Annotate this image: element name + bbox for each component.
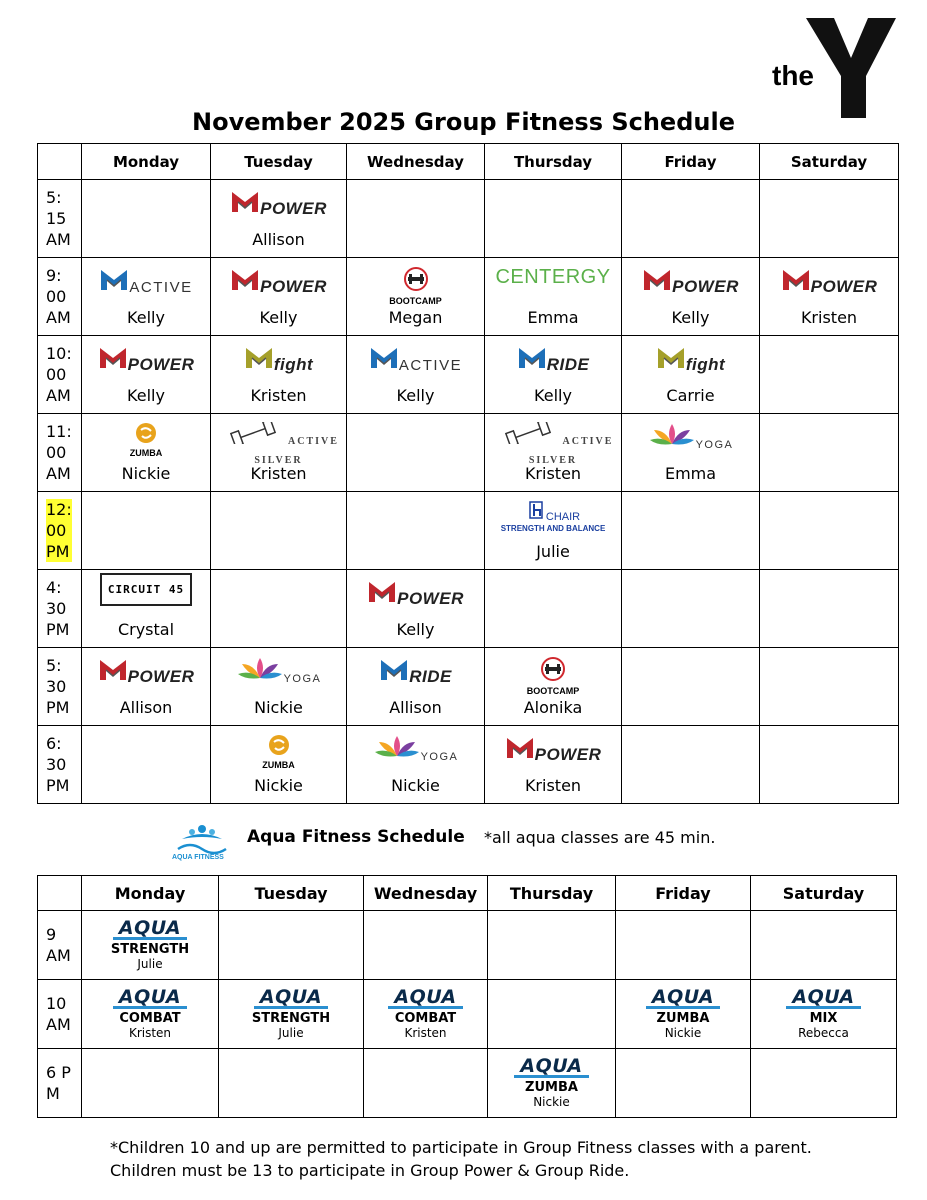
aqua-class-name: STRENGTH: [251, 1011, 331, 1026]
class-cell: [485, 648, 622, 726]
time-cell: [38, 911, 82, 980]
instructor-name: Kelly: [396, 386, 435, 405]
page-title: November 2025 Group Fitness Schedule: [192, 108, 735, 136]
footnote: *Children 10 and up are permitted to participate in Group Fitness classes with a parent. Children must be 13 to participate in Group Power & Group Ride.: [110, 1138, 812, 1180]
power-logo: [82, 656, 210, 698]
dumbbell-circle-icon: [402, 277, 430, 296]
dumbbell-circle-icon: [539, 667, 567, 686]
time-cell: [38, 414, 82, 492]
aqua-day-header-tuesday: Tuesday: [219, 876, 364, 911]
silver-logo: [485, 422, 621, 464]
day-header-friday: Friday: [622, 144, 760, 180]
class-cell: [347, 726, 485, 804]
power-logo: [82, 344, 210, 386]
class-logo-text: YOGA: [420, 751, 459, 763]
empty-cell: [82, 180, 211, 258]
schedule-row: [38, 336, 899, 414]
instructor-name: Kristen: [250, 464, 307, 483]
empty-cell: [488, 911, 616, 980]
time-label: 6 PM: [46, 1063, 71, 1103]
active-logo: [82, 266, 210, 308]
power-mark-icon: [505, 745, 535, 764]
schedule-row: [38, 570, 899, 648]
power-logo: [211, 188, 346, 230]
class-logo-text: CENTERGY: [495, 266, 611, 288]
empty-cell: [622, 726, 760, 804]
empty-cell: [347, 414, 485, 492]
instructor-name: Kristen: [404, 1026, 447, 1040]
dumbbell-outline-icon: [493, 429, 563, 448]
empty-cell: [760, 648, 899, 726]
time-label: 12: 00 PM: [46, 500, 72, 561]
instructor-name: Emma: [664, 464, 717, 483]
aqua-logo-word: AQUA: [113, 919, 187, 940]
class-cell: [347, 336, 485, 414]
day-header-monday: Monday: [82, 144, 211, 180]
class-logo-text: POWER: [127, 355, 195, 374]
class-logo-text: ZUMBA: [262, 760, 295, 770]
time-cell: [38, 1049, 82, 1118]
bootcamp-logo: [485, 656, 621, 698]
aqua-logo-word: AQUA: [254, 988, 328, 1009]
active-mark-icon: [99, 277, 129, 296]
ride-mark-icon: [379, 667, 409, 686]
lotus-icon: [648, 433, 696, 452]
empty-cell: [760, 180, 899, 258]
aqua-class-cell: [82, 980, 219, 1049]
instructor-name: Kristen: [524, 464, 582, 483]
class-cell: [211, 258, 347, 336]
ymca-logo: [772, 18, 897, 120]
empty-cell: [211, 492, 347, 570]
empty-cell: [488, 980, 616, 1049]
empty-cell: [616, 911, 751, 980]
instructor-name: Megan: [388, 308, 443, 327]
empty-cell: [760, 414, 899, 492]
instructor-name: Nickie: [533, 1095, 570, 1109]
chair-logo: [485, 500, 621, 542]
instructor-name: Crystal: [117, 620, 175, 639]
aqua-class-cell: [751, 980, 897, 1049]
empty-cell: [760, 492, 899, 570]
time-cell: [38, 980, 82, 1049]
ride-logo: [485, 344, 621, 386]
aqua-day-header-monday: Monday: [82, 876, 219, 911]
yoga-logo: [347, 734, 484, 776]
power-mark-icon: [367, 589, 397, 608]
zumba-logo: [82, 422, 210, 464]
time-cell: [38, 492, 82, 570]
empty-cell: [82, 492, 211, 570]
class-cell: [211, 726, 347, 804]
aqua-class-name: MIX: [809, 1011, 838, 1026]
time-cell: [38, 648, 82, 726]
aqua-class-name: ZUMBA: [525, 1080, 578, 1095]
instructor-name: Rebecca: [798, 1026, 849, 1040]
empty-cell: [82, 726, 211, 804]
fight-mark-icon: [244, 355, 274, 374]
power-mark-icon: [230, 199, 260, 218]
class-logo-text: ACTIVE: [129, 279, 193, 296]
class-logo-text: ZUMBA: [129, 448, 163, 458]
ride-logo: [347, 656, 484, 698]
instructor-name: Kelly: [396, 620, 435, 639]
time-label: 9: 00 AM: [46, 266, 71, 327]
instructor-name: Kelly: [127, 386, 165, 405]
empty-cell: [760, 726, 899, 804]
group-fitness-table: [37, 143, 899, 804]
circuit-logo: [82, 578, 210, 620]
aqua-class-cell: [82, 911, 219, 980]
aqua-heading: Aqua Fitness Schedule: [247, 827, 465, 847]
class-logo-text: BOOTCAMP: [526, 686, 580, 696]
empty-cell: [219, 911, 364, 980]
instructor-name: Julie: [137, 957, 163, 971]
instructor-name: Kelly: [127, 308, 165, 327]
instructor-name: Nickie: [121, 464, 171, 483]
aqua-logo-text: AQUA FITNESS: [172, 854, 224, 861]
instructor-name: Julie: [278, 1026, 304, 1040]
time-label: 6: 30 PM: [46, 734, 70, 795]
instructor-name: Kelly: [259, 308, 298, 327]
time-label: 4: 30 PM: [46, 578, 70, 639]
schedule-row: [38, 726, 899, 804]
class-cell: [211, 648, 347, 726]
class-logo-subtext: STRENGTH AND BALANCE: [500, 524, 606, 533]
fight-logo: [211, 344, 346, 386]
lotus-icon: [373, 745, 421, 764]
class-logo-text: RIDE: [546, 355, 590, 374]
time-cell: [38, 180, 82, 258]
aqua-class-name: COMBAT: [394, 1011, 457, 1026]
instructor-name: Kelly: [671, 308, 710, 327]
class-logo-text: CHAIR: [545, 511, 581, 523]
class-logo-text: POWER: [260, 199, 327, 218]
instructor-name: Kristen: [250, 386, 307, 405]
aqua-logo-word: AQUA: [786, 988, 860, 1009]
time-label: 9 AM: [46, 925, 71, 965]
aqua-day-header-friday: Friday: [616, 876, 751, 911]
dumbbell-outline-icon: [218, 429, 288, 448]
time-cell: [38, 726, 82, 804]
lotus-icon: [236, 667, 284, 686]
instructor-name: Kristen: [524, 776, 582, 795]
class-cell: [485, 336, 622, 414]
class-logo-text: fight: [273, 355, 314, 374]
instructor-name: Nickie: [254, 698, 303, 717]
power-logo: [485, 734, 621, 776]
empty-cell: [364, 1049, 488, 1118]
class-logo-text: CIRCUIT 45: [100, 573, 192, 606]
class-logo-text: YOGA: [695, 439, 734, 451]
y-mark-icon: [806, 18, 896, 118]
time-cell: [38, 570, 82, 648]
time-label: 10: 00 AM: [46, 344, 72, 405]
class-logo-text: ACTIVE SILVER: [528, 436, 614, 466]
power-logo: [211, 266, 346, 308]
aqua-class-name: ZUMBA: [656, 1011, 710, 1026]
class-cell: [211, 414, 347, 492]
instructor-name: Allison: [252, 230, 305, 249]
power-mark-icon: [230, 277, 260, 296]
instructor-name: Nickie: [391, 776, 440, 795]
aqua-logo-word: AQUA: [646, 988, 720, 1009]
power-logo: [347, 578, 484, 620]
class-cell: [622, 258, 760, 336]
class-cell: [485, 492, 622, 570]
class-logo-text: RIDE: [409, 667, 452, 686]
zumba-logo: [211, 734, 346, 776]
class-logo-text: fight: [685, 355, 726, 374]
aqua-logo-word: AQUA: [113, 988, 187, 1009]
class-logo-text: YOGA: [283, 673, 322, 685]
instructor-name: Kristen: [800, 308, 858, 327]
empty-cell: [485, 180, 622, 258]
aqua-fitness-table: [37, 875, 897, 1118]
logo-mark-text: YMCA: [869, 86, 889, 115]
empty-cell: [364, 911, 488, 980]
schedule-row: [38, 180, 899, 258]
time-label: 5: 30 PM: [46, 656, 70, 717]
aqua-day-header-thursday: Thursday: [488, 876, 616, 911]
time-label: 11: 00 AM: [46, 422, 72, 483]
class-cell: [622, 414, 760, 492]
aqua-class-cell: [488, 1049, 616, 1118]
class-logo-text: ACTIVE: [398, 357, 463, 374]
time-label: 5: 15 AM: [46, 188, 71, 249]
instructor-name: Kristen: [128, 1026, 172, 1040]
active-mark-icon: [369, 355, 399, 374]
class-logo-text: POWER: [260, 277, 327, 296]
aqua-class-name: STRENGTH: [110, 942, 190, 957]
aqua-logo-word: AQUA: [388, 988, 462, 1009]
class-cell: [82, 258, 211, 336]
class-cell: [485, 414, 622, 492]
empty-cell: [622, 180, 760, 258]
empty-cell: [751, 911, 897, 980]
class-cell: [347, 648, 485, 726]
empty-cell: [219, 1049, 364, 1118]
day-header-thursday: Thursday: [485, 144, 622, 180]
empty-cell: [622, 648, 760, 726]
power-mark-icon: [781, 277, 811, 296]
power-mark-icon: [642, 277, 672, 296]
class-cell: [82, 414, 211, 492]
ride-mark-icon: [517, 355, 547, 374]
empty-cell: [760, 570, 899, 648]
class-cell: [82, 648, 211, 726]
time-cell: [38, 336, 82, 414]
power-logo: [760, 266, 898, 308]
aqua-note: *all aqua classes are 45 min.: [484, 828, 716, 847]
class-cell: [485, 726, 622, 804]
empty-cell: [211, 570, 347, 648]
instructor-name: Nickie: [254, 776, 303, 795]
empty-cell: [622, 492, 760, 570]
day-header-wednesday: Wednesday: [347, 144, 485, 180]
empty-cell: [751, 1049, 897, 1118]
schedule-row: [38, 414, 899, 492]
schedule-row: [38, 648, 899, 726]
logo-the-text: the: [772, 60, 814, 91]
class-cell: [485, 258, 622, 336]
zumba-icon: [268, 741, 290, 760]
yoga-logo: [211, 656, 346, 698]
chair-icon: [526, 505, 546, 524]
instructor-name: Allison: [119, 698, 173, 717]
aqua-day-header-wednesday: Wednesday: [364, 876, 488, 911]
instructor-name: Allison: [389, 698, 442, 717]
empty-cell: [485, 570, 622, 648]
aqua-header-row: [38, 876, 897, 911]
class-cell: [622, 336, 760, 414]
aqua-fitness-logo-icon: [172, 823, 232, 855]
empty-cell: [347, 492, 485, 570]
instructor-name: Kelly: [534, 386, 572, 405]
empty-cell: [347, 180, 485, 258]
class-logo-text: BOOTCAMP: [389, 296, 442, 306]
schedule-row: [38, 492, 899, 570]
class-logo-text: ACTIVE SILVER: [254, 436, 339, 466]
class-logo-text: POWER: [810, 277, 878, 296]
instructor-name: Julie: [536, 542, 570, 561]
day-header-tuesday: Tuesday: [211, 144, 347, 180]
time-label: 10 AM: [46, 994, 71, 1034]
corner-cell: [38, 144, 82, 180]
instructor-name: Nickie: [664, 1026, 702, 1040]
yoga-logo: [622, 422, 759, 464]
zumba-icon: [135, 429, 157, 448]
centergy-logo: [485, 266, 621, 308]
fight-logo: [622, 344, 759, 386]
class-cell: [211, 180, 347, 258]
empty-cell: [622, 570, 760, 648]
day-header-saturday: Saturday: [760, 144, 899, 180]
aqua-class-cell: [219, 980, 364, 1049]
class-cell: [211, 336, 347, 414]
schedule-row: [38, 258, 899, 336]
class-logo-text: POWER: [534, 745, 602, 764]
empty-cell: [760, 336, 899, 414]
aqua-class-name: COMBAT: [119, 1011, 181, 1026]
power-mark-icon: [98, 355, 128, 374]
class-logo-text: POWER: [127, 667, 195, 686]
class-cell: [760, 258, 899, 336]
class-logo-text: POWER: [397, 589, 464, 608]
aqua-header: [172, 823, 732, 867]
class-cell: [82, 570, 211, 648]
class-cell: [347, 258, 485, 336]
table-header-row: [38, 144, 899, 180]
silver-logo: [211, 422, 346, 464]
instructor-name: Carrie: [666, 386, 715, 405]
empty-cell: [616, 1049, 751, 1118]
class-logo-text: POWER: [672, 277, 739, 296]
aqua-day-header-saturday: Saturday: [751, 876, 897, 911]
aqua-logo-word: AQUA: [514, 1057, 588, 1078]
instructor-name: Alonika: [523, 698, 583, 717]
empty-cell: [82, 1049, 219, 1118]
aqua-class-cell: [364, 980, 488, 1049]
power-mark-icon: [98, 667, 128, 686]
aqua-row: [38, 1049, 897, 1118]
active-logo: [347, 344, 484, 386]
aqua-row: [38, 911, 897, 980]
instructor-name: Emma: [527, 308, 579, 327]
aqua-row: [38, 980, 897, 1049]
fight-mark-icon: [656, 355, 686, 374]
corner-cell: [38, 876, 82, 911]
class-cell: [82, 336, 211, 414]
bootcamp-logo: [347, 266, 484, 308]
time-cell: [38, 258, 82, 336]
aqua-class-cell: [616, 980, 751, 1049]
class-cell: [347, 570, 485, 648]
power-logo: [622, 266, 759, 308]
